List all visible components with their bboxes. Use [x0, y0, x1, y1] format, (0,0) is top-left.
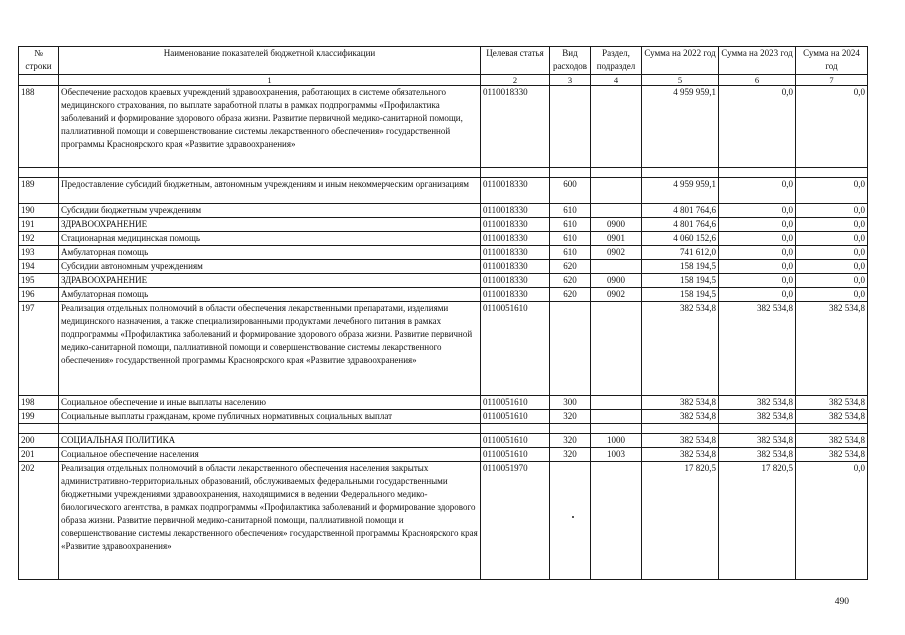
row-sum-2022: 382 534,8 — [642, 302, 719, 396]
row-section — [591, 396, 642, 410]
row-sum-2023: 382 534,8 — [719, 396, 796, 410]
colnum-6: 6 — [719, 75, 796, 86]
row-kind: 600 — [550, 178, 591, 204]
header-sum-2023: Сумма на 2023 год — [719, 47, 796, 75]
row-kind: 620 — [550, 260, 591, 274]
spacer-row — [19, 168, 868, 178]
row-kind — [550, 86, 591, 168]
row-sum-2022: 4 801 764,6 — [642, 218, 719, 232]
row-sum-2023: 0,0 — [719, 260, 796, 274]
row-target: 0110018330 — [481, 246, 550, 260]
row-sum-2024: 0,0 — [796, 288, 868, 302]
table-row — [19, 86, 868, 168]
row-number: 199 — [19, 410, 59, 424]
row-sum-2022: 158 194,5 — [642, 260, 719, 274]
row-sum-2024: 0,0 — [796, 204, 868, 218]
header-row — [19, 47, 868, 75]
row-sum-2023: 382 534,8 — [719, 448, 796, 462]
row-sum-2023: 0,0 — [719, 86, 796, 168]
row-kind: 620 — [550, 288, 591, 302]
row-sum-2022: 382 534,8 — [642, 410, 719, 424]
row-name: Субсидии бюджетным учреждениям — [59, 204, 481, 218]
table-row — [19, 396, 868, 410]
row-number: 193 — [19, 246, 59, 260]
row-sum-2024: 0,0 — [796, 462, 868, 580]
header-sum-2024: Сумма на 2024 год — [796, 47, 868, 75]
colnum-1: 1 — [59, 75, 481, 86]
row-section — [591, 204, 642, 218]
row-name: Реализация отдельных полномочий в области обеспечения лекарственными препаратами, изделиями медицинского назначения, а также специализированными продуктами лечебного питания в рамках подпрограммы «Профилактика заболеваний и формирование здорового образа жизни. Развитие первичной медико-санитарной помощи, паллиативной помощи и совершенствование системы лекарственного обеспечения» государственной программы Красноярского края «Развитие здравоохранения» — [59, 302, 481, 396]
row-number: 202 — [19, 462, 59, 580]
row-sum-2023: 382 534,8 — [719, 410, 796, 424]
header-row-number: № строки — [19, 47, 59, 75]
row-sum-2023: 0,0 — [719, 246, 796, 260]
colnum-4: 4 — [591, 75, 642, 86]
row-name: Социальное обеспечение и иные выплаты населению — [59, 396, 481, 410]
row-name: Амбулаторная помощь — [59, 288, 481, 302]
table-row — [19, 434, 868, 448]
row-number: 191 — [19, 218, 59, 232]
row-sum-2023: 0,0 — [719, 204, 796, 218]
colnum-5: 5 — [642, 75, 719, 86]
row-target: 0110018330 — [481, 178, 550, 204]
row-number: 192 — [19, 232, 59, 246]
row-target: 0110018330 — [481, 204, 550, 218]
row-kind: 300 — [550, 396, 591, 410]
row-number: 196 — [19, 288, 59, 302]
scan-speck — [572, 516, 574, 518]
row-name: Стационарная медицинская помощь — [59, 232, 481, 246]
table-row — [19, 302, 868, 396]
row-kind: 610 — [550, 204, 591, 218]
row-kind: 320 — [550, 434, 591, 448]
column-numbering-row — [19, 75, 868, 86]
table-row — [19, 288, 868, 302]
row-sum-2024: 0,0 — [796, 232, 868, 246]
row-target: 0110051970 — [481, 462, 550, 580]
row-section: 1000 — [591, 434, 642, 448]
row-sum-2022: 741 612,0 — [642, 246, 719, 260]
row-sum-2022: 158 194,5 — [642, 274, 719, 288]
row-name: Предоставление субсидий бюджетным, автономным учреждениям и иным некоммерческим организациям — [59, 178, 481, 204]
table-row — [19, 448, 868, 462]
row-target: 0110051610 — [481, 396, 550, 410]
row-section: 1003 — [591, 448, 642, 462]
row-kind: 320 — [550, 448, 591, 462]
row-sum-2023: 0,0 — [719, 218, 796, 232]
row-target: 0110018330 — [481, 274, 550, 288]
row-kind: 610 — [550, 218, 591, 232]
row-section: 0900 — [591, 274, 642, 288]
row-name: Субсидии автономным учреждениям — [59, 260, 481, 274]
row-sum-2022: 382 534,8 — [642, 434, 719, 448]
row-name: Социальные выплаты гражданам, кроме публичных нормативных социальных выплат — [59, 410, 481, 424]
row-sum-2023: 0,0 — [719, 178, 796, 204]
row-sum-2024: 0,0 — [796, 178, 868, 204]
table-row — [19, 462, 868, 580]
row-target: 0110018330 — [481, 260, 550, 274]
row-sum-2024: 0,0 — [796, 260, 868, 274]
row-sum-2022: 4 959 959,1 — [642, 178, 719, 204]
table-row — [19, 410, 868, 424]
row-name: Амбулаторная помощь — [59, 246, 481, 260]
row-sum-2022: 158 194,5 — [642, 288, 719, 302]
row-sum-2023: 17 820,5 — [719, 462, 796, 580]
colnum-7: 7 — [796, 75, 868, 86]
row-target: 0110051610 — [481, 448, 550, 462]
colnum-2: 2 — [481, 75, 550, 86]
table-row — [19, 232, 868, 246]
row-sum-2024: 382 534,8 — [796, 396, 868, 410]
row-number: 190 — [19, 204, 59, 218]
row-sum-2023: 0,0 — [719, 274, 796, 288]
row-target: 0110051610 — [481, 302, 550, 396]
row-number: 188 — [19, 86, 59, 168]
spacer-row — [19, 424, 868, 434]
row-number: 200 — [19, 434, 59, 448]
table-row — [19, 204, 868, 218]
table-row — [19, 274, 868, 288]
header-indicator-name: Наименование показателей бюджетной классификации — [59, 47, 481, 75]
row-sum-2022: 4 801 764,6 — [642, 204, 719, 218]
row-kind — [550, 302, 591, 396]
row-section: 0901 — [591, 232, 642, 246]
row-sum-2024: 382 534,8 — [796, 410, 868, 424]
row-section: 0900 — [591, 218, 642, 232]
row-sum-2024: 0,0 — [796, 86, 868, 168]
row-sum-2022: 4 060 152,6 — [642, 232, 719, 246]
row-target: 0110018330 — [481, 218, 550, 232]
colnum-3: 3 — [550, 75, 591, 86]
table-row — [19, 260, 868, 274]
colnum-0 — [19, 75, 59, 86]
row-sum-2023: 382 534,8 — [719, 302, 796, 396]
row-name: ЗДРАВООХРАНЕНИЕ — [59, 218, 481, 232]
row-sum-2022: 17 820,5 — [642, 462, 719, 580]
row-section: 0902 — [591, 246, 642, 260]
row-section — [591, 86, 642, 168]
row-number: 198 — [19, 396, 59, 410]
row-sum-2023: 382 534,8 — [719, 434, 796, 448]
row-target: 0110051610 — [481, 434, 550, 448]
row-sum-2024: 0,0 — [796, 218, 868, 232]
table-row — [19, 246, 868, 260]
row-sum-2022: 382 534,8 — [642, 396, 719, 410]
row-sum-2024: 0,0 — [796, 274, 868, 288]
row-number: 194 — [19, 260, 59, 274]
row-name: Реализация отдельных полномочий в области лекарственного обеспечения населения закрытых административно-территориальных образований, обслуживаемых федеральными государственными бюджетными учреждениями здравоохранения, находящимися в ведении Федерального медико-биологического агентства, в рамках подпрограммы «Профилактика заболеваний и формирование здорового образа жизни. Развитие первичной медико-санитарной помощи, паллиативной помощи и совершенствование системы лекарственного обеспечения» государственной программы Красноярского края «Развитие здравоохранения» — [59, 462, 481, 580]
row-target: 0110018330 — [481, 232, 550, 246]
row-kind — [550, 462, 591, 580]
header-expense-kind: Вид расходов — [550, 47, 591, 75]
row-kind: 610 — [550, 232, 591, 246]
row-name: Социальное обеспечение населения — [59, 448, 481, 462]
header-section: Раздел, подраздел — [591, 47, 642, 75]
row-section — [591, 178, 642, 204]
row-sum-2023: 0,0 — [719, 288, 796, 302]
row-kind: 610 — [550, 246, 591, 260]
row-section — [591, 462, 642, 580]
row-target: 0110018330 — [481, 288, 550, 302]
row-number: 201 — [19, 448, 59, 462]
row-number: 197 — [19, 302, 59, 396]
header-sum-2022: Сумма на 2022 год — [642, 47, 719, 75]
table-row — [19, 218, 868, 232]
row-sum-2023: 0,0 — [719, 232, 796, 246]
row-sum-2024: 382 534,8 — [796, 434, 868, 448]
row-sum-2024: 382 534,8 — [796, 302, 868, 396]
header-target-article: Целевая статья — [481, 47, 550, 75]
row-section — [591, 410, 642, 424]
row-kind: 320 — [550, 410, 591, 424]
budget-table — [18, 46, 868, 580]
row-target: 0110051610 — [481, 410, 550, 424]
row-sum-2022: 4 959 959,1 — [642, 86, 719, 168]
row-sum-2022: 382 534,8 — [642, 448, 719, 462]
row-kind: 620 — [550, 274, 591, 288]
page-number: 490 — [834, 597, 849, 607]
row-section — [591, 260, 642, 274]
row-number: 195 — [19, 274, 59, 288]
table-row — [19, 178, 868, 204]
row-target: 0110018330 — [481, 86, 550, 168]
row-name: ЗДРАВООХРАНЕНИЕ — [59, 274, 481, 288]
row-section: 0902 — [591, 288, 642, 302]
row-section — [591, 302, 642, 396]
row-sum-2024: 0,0 — [796, 246, 868, 260]
row-name: СОЦИАЛЬНАЯ ПОЛИТИКА — [59, 434, 481, 448]
row-sum-2024: 382 534,8 — [796, 448, 868, 462]
row-number: 189 — [19, 178, 59, 204]
row-name: Обеспечение расходов краевых учреждений здравоохранения, работающих в системе обязательного медицинского страхования, по выплате заработной платы в рамках подпрограммы «Профилактика заболеваний и формирование здорового образа жизни. Развитие первичной медико-санитарной помощи, паллиативной помощи и совершенствование системы лекарственного обеспечения» государственной программы Красноярского края «Развитие здравоохранения» — [59, 86, 481, 168]
